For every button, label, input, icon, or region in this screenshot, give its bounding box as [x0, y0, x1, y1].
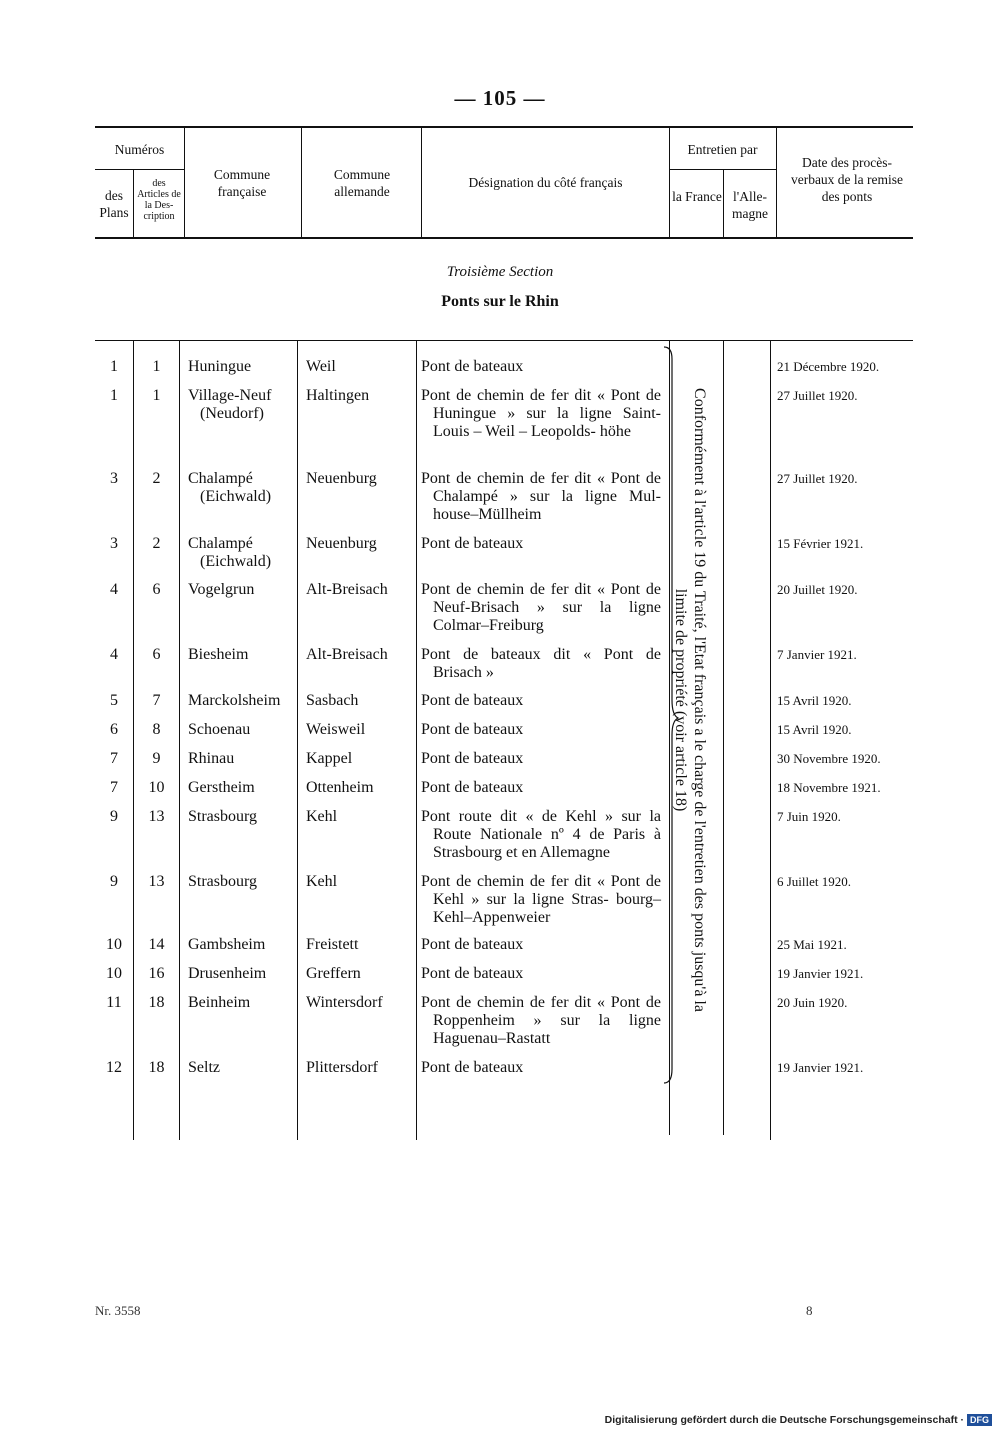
cell-article: 13 [148, 873, 165, 890]
cell-designation: Pont de bateaux [421, 692, 524, 709]
cell-date: 25 Mai 1921. [777, 937, 847, 952]
cell-commune-francaise: Marckolsheim [188, 692, 281, 709]
cell-designation: Pont de bateaux [421, 936, 524, 953]
cell-plan: 9 [110, 873, 118, 890]
body-divider [723, 340, 724, 1135]
cell-article: 10 [148, 779, 165, 796]
header-divider [133, 170, 134, 237]
cell-commune-francaise: Rhinau [188, 750, 235, 767]
cell-commune-francaise: Beinheim [188, 994, 251, 1011]
cell-designation: Pont de bateaux [421, 358, 524, 375]
cell-article: 1 [152, 358, 161, 375]
cell-plan: 4 [110, 581, 118, 598]
body-divider [416, 340, 417, 1140]
header-la-france: la France [672, 189, 722, 204]
body-divider [133, 340, 134, 1140]
cell-date: 7 Janvier 1921. [777, 647, 857, 662]
cell-plan: 6 [110, 721, 118, 738]
cell-article: 9 [152, 750, 161, 767]
cell-commune-allemande: Weisweil [306, 721, 366, 738]
cell-article: 18 [148, 1059, 165, 1076]
cell-plan: 4 [110, 646, 118, 663]
digitization-credit [605, 1414, 992, 1426]
cell-commune-francaise: Gambsheim [188, 936, 266, 953]
cell-date: 15 Avril 1920. [777, 693, 852, 708]
cell-date: 21 Décembre 1920. [777, 359, 880, 374]
cell-commune-francaise: Seltz [188, 1059, 220, 1076]
cell-designation: Pont de bateaux [421, 750, 524, 767]
cell-commune-francaise: Gerstheim [188, 779, 255, 796]
cell-date: 27 Juillet 1920. [777, 471, 858, 486]
cell-commune-allemande: Neuenburg [306, 470, 377, 487]
cell-commune-francaise: Village-Neuf (Neudorf) [188, 387, 272, 422]
cell-date: 15 Avril 1920. [777, 722, 852, 737]
cell-commune-allemande: Wintersdorf [306, 994, 383, 1011]
entretien-note-text: Conformément à l'article 19 du Traité, l'Etat français a le charge de l'entretien des ponts jusqu'à la limite de propriété (voir article 18) [672, 388, 708, 1012]
cell-designation: Pont de bateaux [421, 965, 524, 982]
cell-commune-allemande: Freistett [306, 936, 359, 953]
cell-article: 13 [148, 808, 165, 825]
cell-commune-francaise: Strasbourg [188, 808, 258, 825]
cell-designation: Pont de chemin de fer dit « Pont de Kehl » sur la ligne Stras- bourg–Kehl–Appenweier [421, 873, 661, 926]
cell-article: 2 [152, 535, 161, 552]
header-divider [184, 127, 185, 237]
cell-designation: Pont de chemin de fer dit « Pont de Huningue » sur la ligne Saint-Louis – Weil – Leopolds- höhe [421, 387, 661, 440]
header-divider [421, 127, 422, 237]
cell-commune-allemande: Greffern [306, 965, 361, 982]
cell-commune-allemande: Kehl [306, 873, 338, 890]
cell-commune-francaise: Schoenau [188, 721, 251, 738]
footer-reference: Nr. 3558 [95, 1303, 141, 1318]
body-divider [770, 340, 771, 1140]
cell-commune-allemande: Plittersdorf [306, 1059, 378, 1076]
cell-commune-allemande: Ottenheim [306, 779, 374, 796]
header-top-rule [95, 126, 913, 128]
cell-article: 8 [152, 721, 161, 738]
cell-designation: Pont de chemin de fer dit « Pont de Chalampé » sur la ligne Mul- house–Müllheim [421, 470, 661, 523]
cell-plan: 1 [110, 358, 118, 375]
cell-plan: 3 [110, 535, 118, 552]
cell-commune-allemande: Neuenburg [306, 535, 377, 552]
body-divider [179, 340, 180, 1140]
cell-article: 1 [152, 387, 161, 404]
section-title: Troisième Section [446, 264, 554, 280]
cell-designation: Pont de bateaux [421, 721, 524, 738]
cell-commune-francaise: Strasbourg [188, 873, 258, 890]
cell-plan: 10 [106, 965, 122, 982]
cell-commune-allemande: Sasbach [306, 692, 359, 709]
cell-designation: Pont de bateaux [421, 535, 524, 552]
cell-plan: 9 [110, 808, 118, 825]
body-divider [297, 340, 298, 1140]
cell-plan: 3 [110, 470, 118, 487]
numeros-rule [95, 169, 184, 170]
cell-plan: 5 [110, 692, 118, 709]
cell-commune-francaise: Huningue [188, 358, 252, 375]
header-commune-francaise: Commune française [213, 167, 271, 199]
cell-plan: 7 [110, 779, 118, 796]
cell-date: 15 Février 1921. [777, 536, 864, 551]
page-number: — 105 — [454, 86, 546, 110]
cell-plan: 12 [106, 1059, 122, 1076]
cell-article: 7 [152, 692, 161, 709]
cell-designation: Pont de bateaux [421, 779, 524, 796]
cell-date: 19 Janvier 1921. [777, 966, 864, 981]
body-top-rule [95, 340, 913, 341]
header-divider [776, 127, 777, 237]
cell-article: 6 [152, 581, 161, 598]
cell-plan: 7 [110, 750, 118, 767]
dfg-logo-icon: DFG [967, 1414, 992, 1426]
footer-sheet-number: 8 [806, 1303, 813, 1318]
cell-article: 14 [148, 936, 165, 953]
header-entretien-par: Entretien par [687, 142, 758, 157]
cell-commune-francaise: Biesheim [188, 646, 249, 663]
cell-article: 18 [148, 994, 165, 1011]
header-des-plans: des Plans [99, 188, 129, 220]
cell-plan: 10 [106, 936, 122, 953]
header-numeros: Numéros [114, 142, 165, 157]
header-designation: Désignation du côté français [468, 175, 623, 190]
cell-commune-allemande: Kehl [306, 808, 338, 825]
header-divider [301, 127, 302, 237]
cell-designation: Pont de bateaux dit « Pont de Brisach » [421, 646, 661, 681]
cell-date: 18 Novembre 1921. [777, 780, 881, 795]
cell-commune-allemande: Alt-Breisach [306, 581, 388, 598]
cell-plan: 11 [106, 994, 122, 1011]
cell-date: 20 Juin 1920. [777, 995, 848, 1010]
cell-date: 27 Juillet 1920. [777, 388, 858, 403]
cell-commune-allemande: Kappel [306, 750, 353, 767]
cell-article: 6 [152, 646, 161, 663]
cell-commune-allemande: Weil [306, 358, 336, 375]
section-subtitle: Ponts sur le Rhin [441, 293, 559, 310]
cell-commune-francaise: Drusenheim [188, 965, 267, 982]
header-date-proces: Date des procès- verbaux de la remise des ponts [790, 155, 904, 204]
header-commune-allemande: Commune allemande [333, 167, 391, 199]
credit-text: Digitalisierung gefördert durch die Deutsche Forschungsgemeinschaft · [604, 1414, 964, 1426]
cell-date: 7 Juin 1920. [777, 809, 841, 824]
cell-commune-francaise: Vogelgrun [188, 581, 255, 598]
cell-date: 19 Janvier 1921. [777, 1060, 864, 1075]
header-divider [723, 170, 724, 237]
header-allemagne: l'Alle- magne [732, 189, 768, 221]
cell-commune-francaise: Chalampé (Eichwald) [188, 535, 272, 570]
cell-date: 30 Novembre 1920. [777, 751, 881, 766]
cell-article: 2 [152, 470, 161, 487]
cell-date: 20 Juillet 1920. [777, 582, 858, 597]
cell-designation: Pont de bateaux [421, 1059, 524, 1076]
cell-commune-allemande: Haltingen [306, 387, 370, 404]
cell-designation: Pont route dit « de Kehl » sur la Route Nationale nº 4 de Paris à Strasbourg et en Allemagne [421, 808, 661, 861]
header-des-articles: des Articles de la Des- cription [137, 178, 181, 222]
header-bottom-rule [95, 237, 913, 239]
cell-designation: Pont de chemin de fer dit « Pont de Roppenheim » sur la ligne Haguenau–Rastatt [421, 994, 661, 1047]
cell-commune-allemande: Alt-Breisach [306, 646, 388, 663]
cell-article: 16 [148, 965, 165, 982]
cell-date: 6 Juillet 1920. [777, 874, 852, 889]
cell-plan: 1 [110, 387, 118, 404]
cell-commune-francaise: Chalampé (Eichwald) [188, 470, 272, 505]
cell-designation: Pont de chemin de fer dit « Pont de Neuf-Brisach » sur la ligne Colmar–Freiburg [421, 581, 661, 634]
